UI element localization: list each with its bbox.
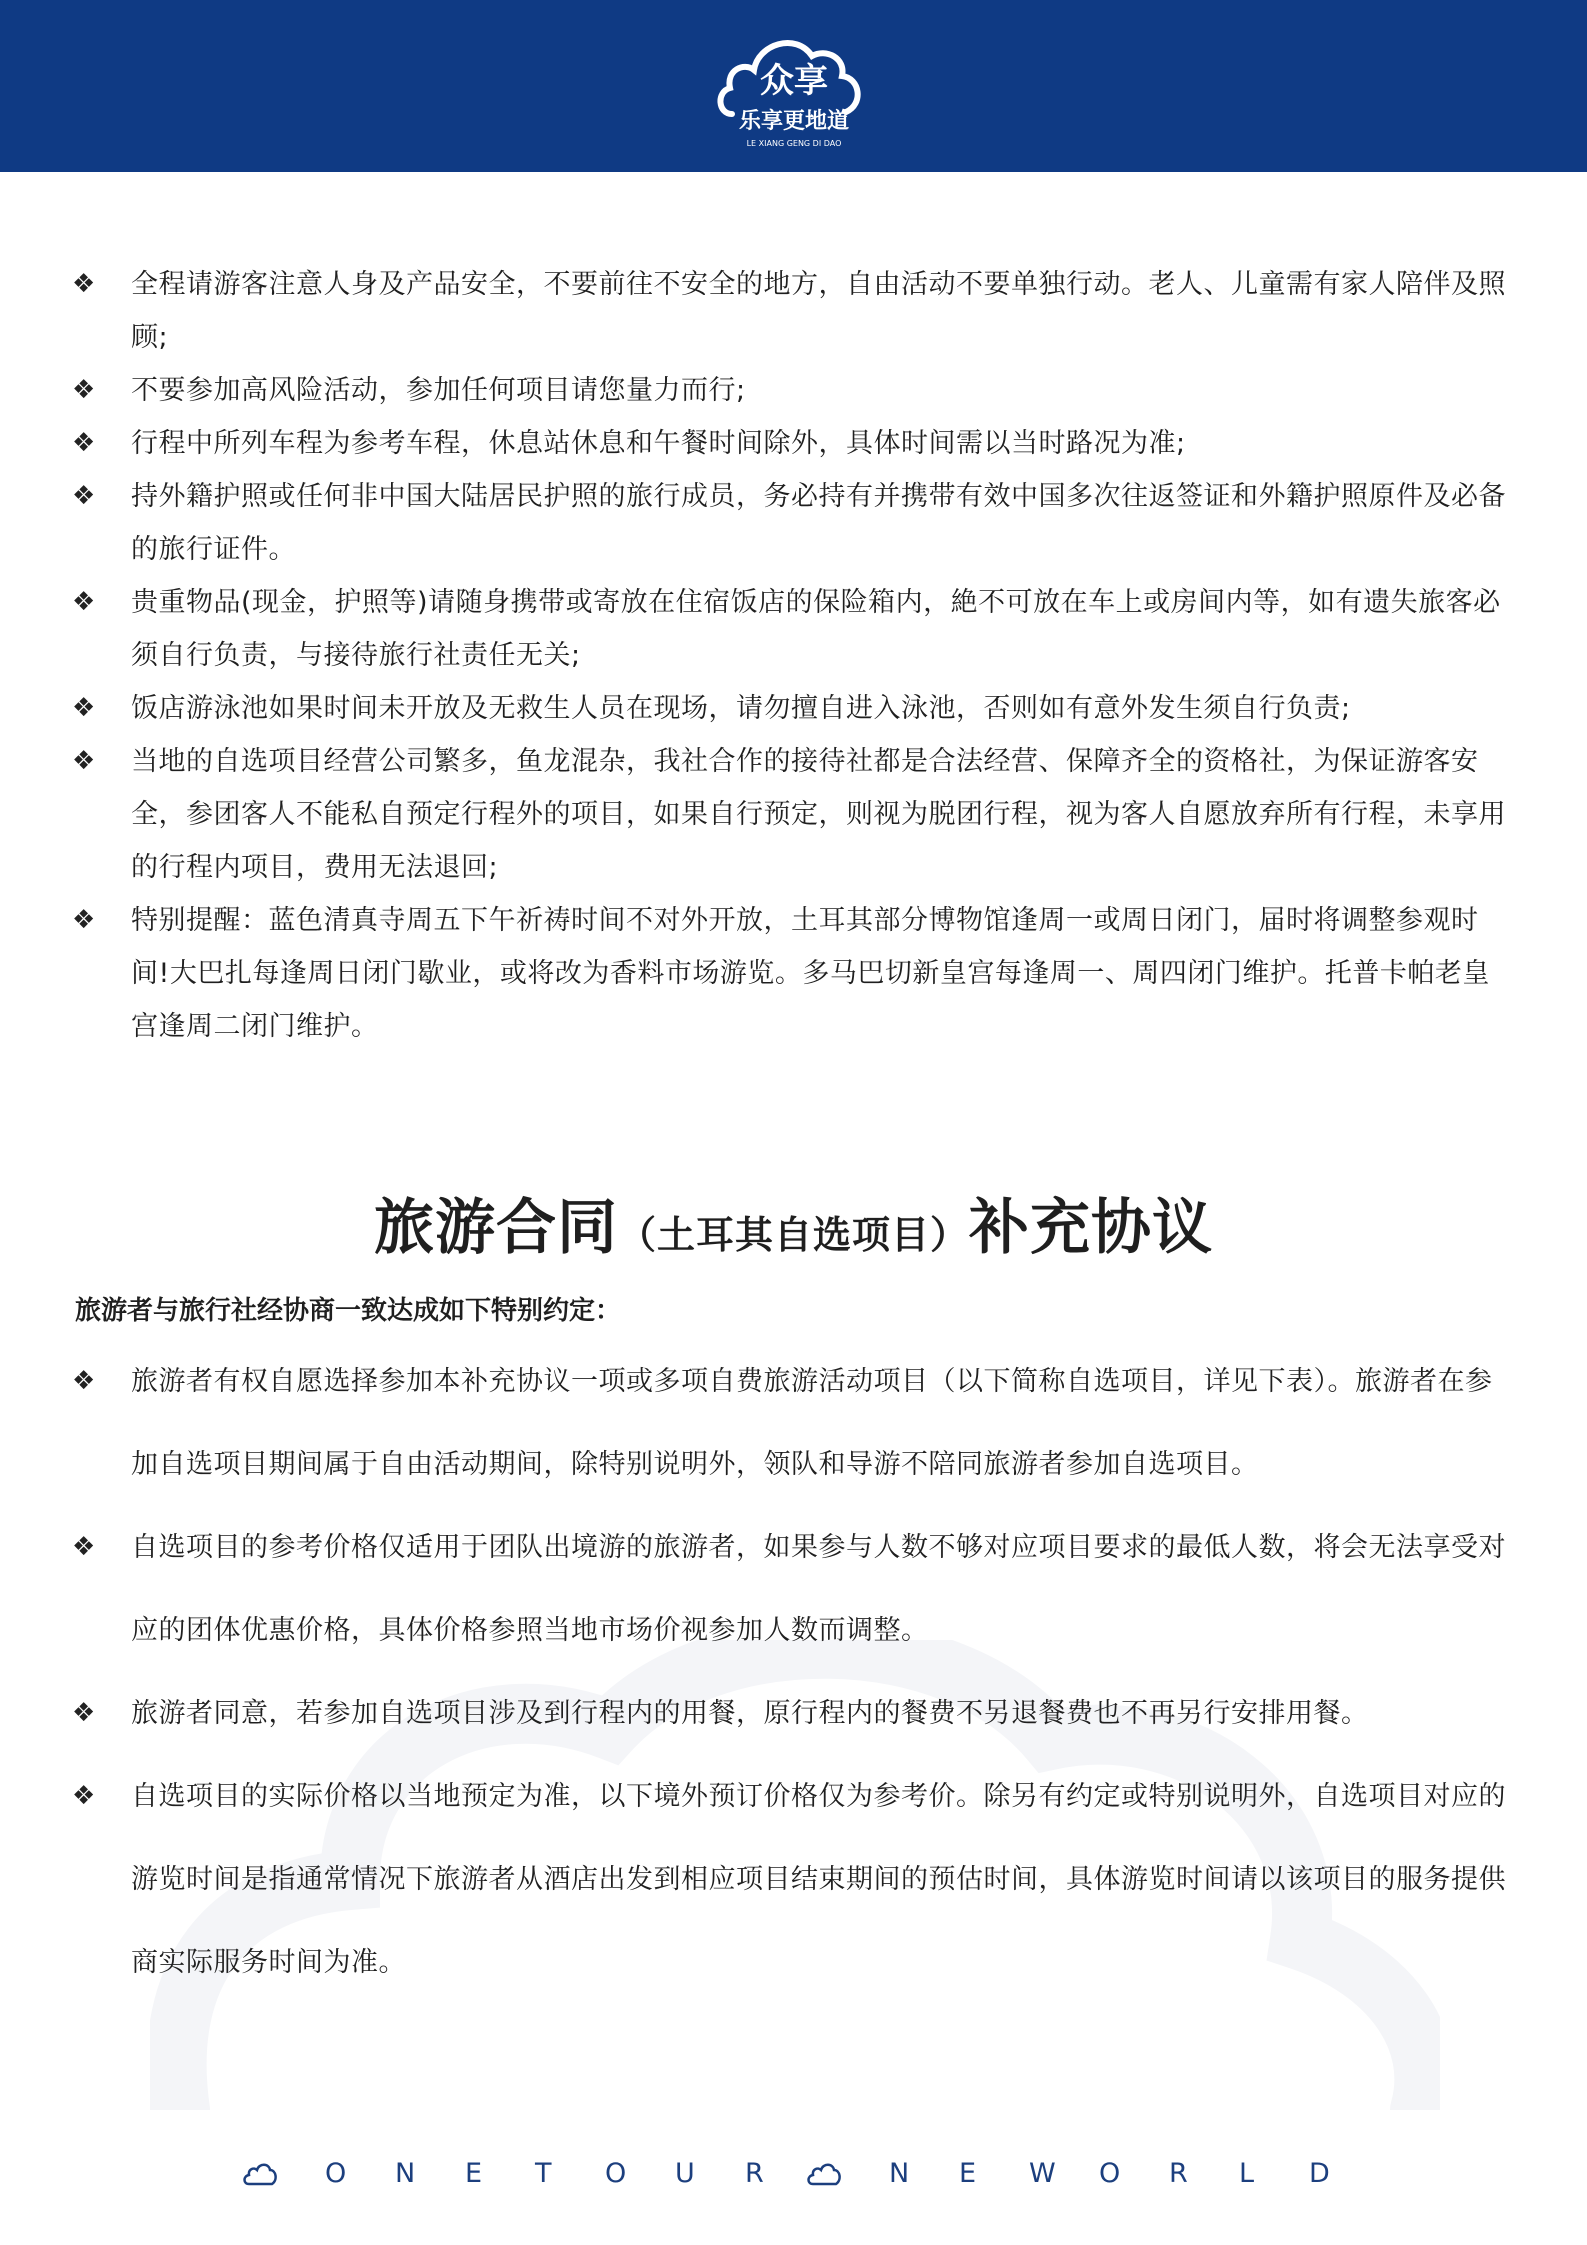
agreement-lead: 旅游者与旅行社经协商一致达成如下特别约定： [75,1296,622,1326]
list-item-text: 贵重物品(现金，护照等)请随身携带或寄放在住宿饭店的保险箱内，絶不可放在车上或房间内等，如有遗失旅客必须自行负责，与接待旅行社责任无关; [131,587,1501,671]
footer-letter: R [1169,2158,1188,2189]
bullet-mark-icon: ❖ [72,1366,96,1396]
bullet-mark-icon: ❖ [72,375,96,405]
footer-letter: T [535,2158,552,2189]
brand-slogan-pinyin: LE XIANG GENG DI DAO [746,139,842,148]
bullet-mark-icon: ❖ [72,1781,96,1811]
brand-slogan: 乐享更地道 [738,109,850,134]
list-item-text: 自选项目的参考价格仅适用于团队出境游的旅游者，如果参与人数不够对应项目要求的最低人数，将会无法享受对应的团体优惠价格，具体价格参照当地市场价视参加人数而调整。 [131,1532,1506,1646]
list-item-text: 旅游者同意，若参加自选项目涉及到行程内的用餐，原行程内的餐费不另退餐费也不再另行安排用餐。 [131,1698,1369,1729]
list-item-text: 行程中所列车程为参考车程，休息站休息和午餐时间除外，具体时间需以当时路况为准; [131,428,1186,459]
footer-letter: R [745,2158,764,2189]
footer-letter: N [395,2158,416,2189]
footer-letter: N [889,2158,910,2189]
page-title [0,1180,1587,1266]
list-item [0,894,1587,1053]
bullet-mark-icon: ❖ [72,587,96,617]
footer-letter: W [1029,2158,1056,2189]
list-item [0,1506,1587,1672]
list-item [0,258,1587,364]
bullet-mark-icon: ❖ [72,1532,96,1562]
footer [0,2158,1587,2208]
title-main-right: 补充协议 [969,1193,1213,1263]
bullet-mark-icon: ❖ [72,481,96,511]
footer-letter: O [325,2158,347,2189]
list-item-text: 自选项目的实际价格以当地预定为准，以下境外预订价格仅为参考价。除另有约定或特别说明外，自选项目对应的游览时间是指通常情况下旅游者从酒店出发到相应项目结束期间的预估时间，具体游览时间请以该项目的服务提供商实际服务时间为准。 [131,1781,1506,1978]
header-banner [0,0,1587,172]
list-item [0,1672,1587,1755]
bullet-mark-icon: ❖ [72,693,96,723]
list-item-text: 当地的自选项目经营公司繁多，鱼龙混杂，我社合作的接待社都是合法经营、保障齐全的资格社，为保证游客安全，参团客人不能私自预定行程外的项目，如果自行预定，则视为脱团行程，视为客人自愿放弃所有行程，未享用的行程内项目，费用无法退回; [131,746,1506,883]
list-item-text: 旅游者有权自愿选择参加本补充协议一项或多项自费旅游活动项目（以下简称自选项目，详见下表）。旅游者在参加自选项目期间属于自由活动期间，除特别说明外，领队和导游不陪同旅游者参加自选项目。 [131,1366,1493,1480]
title-main-left: 旅游合同 [373,1193,618,1263]
list-item-text: 持外籍护照或任何非中国大陆居民护照的旅行成员，务必持有并携带有效中国多次往返签证和外籍护照原件及必备的旅行证件。 [131,481,1506,565]
notice-list [0,258,1587,1053]
list-item [0,1755,1587,2004]
cloud-icon [807,2160,841,2188]
bullet-mark-icon: ❖ [72,1698,96,1728]
bullet-mark-icon: ❖ [72,746,96,776]
footer-letter: L [1239,2158,1255,2189]
list-item-text: 全程请游客注意人身及产品安全，不要前往不安全的地方，自由活动不要单独行动。老人、儿童需有家人陪伴及照顾; [131,269,1506,353]
list-item [0,682,1587,735]
notice-section [0,258,1587,1053]
agreement-section [0,1340,1587,2004]
list-item [0,470,1587,576]
list-item [0,576,1587,682]
bullet-mark-icon: ❖ [72,905,96,935]
brand-logo [714,22,874,152]
footer-letter: D [1309,2158,1330,2189]
list-item [0,1340,1587,1506]
footer-letter: O [1099,2158,1121,2189]
footer-letter: E [465,2158,483,2189]
bullet-mark-icon: ❖ [72,428,96,458]
footer-newworld [807,2158,1379,2189]
cloud-icon [243,2160,277,2188]
list-item [0,364,1587,417]
list-item-text: 不要参加高风险活动，参加任何项目请您量力而行; [131,375,746,406]
list-item [0,417,1587,470]
list-item [0,735,1587,894]
brand-name: 众享 [760,61,828,101]
bullet-mark-icon: ❖ [72,269,96,299]
footer-letter: O [605,2158,627,2189]
title-subtitle: （土耳其自选项目） [617,1213,969,1257]
agreement-list [0,1340,1587,2004]
footer-onetour [243,2158,815,2189]
list-item-text: 饭店游泳池如果时间未开放及无救生人员在现场，请勿擅自进入泳池，否则如有意外发生须自行负责; [131,693,1351,724]
list-item-text: 特别提醒：蓝色清真寺周五下午祈祷时间不对外开放，土耳其部分博物馆逢周一或周日闭门，届时将调整参观时间!大巴扎每逢周日闭门歇业，或将改为香料市场游览。多马巴切新皇宫每逢周一、周四闭门维护。托普卡帕老皇宫逢周二闭门维护。 [131,905,1490,1042]
footer-letter: E [959,2158,977,2189]
footer-letter: U [675,2158,695,2189]
